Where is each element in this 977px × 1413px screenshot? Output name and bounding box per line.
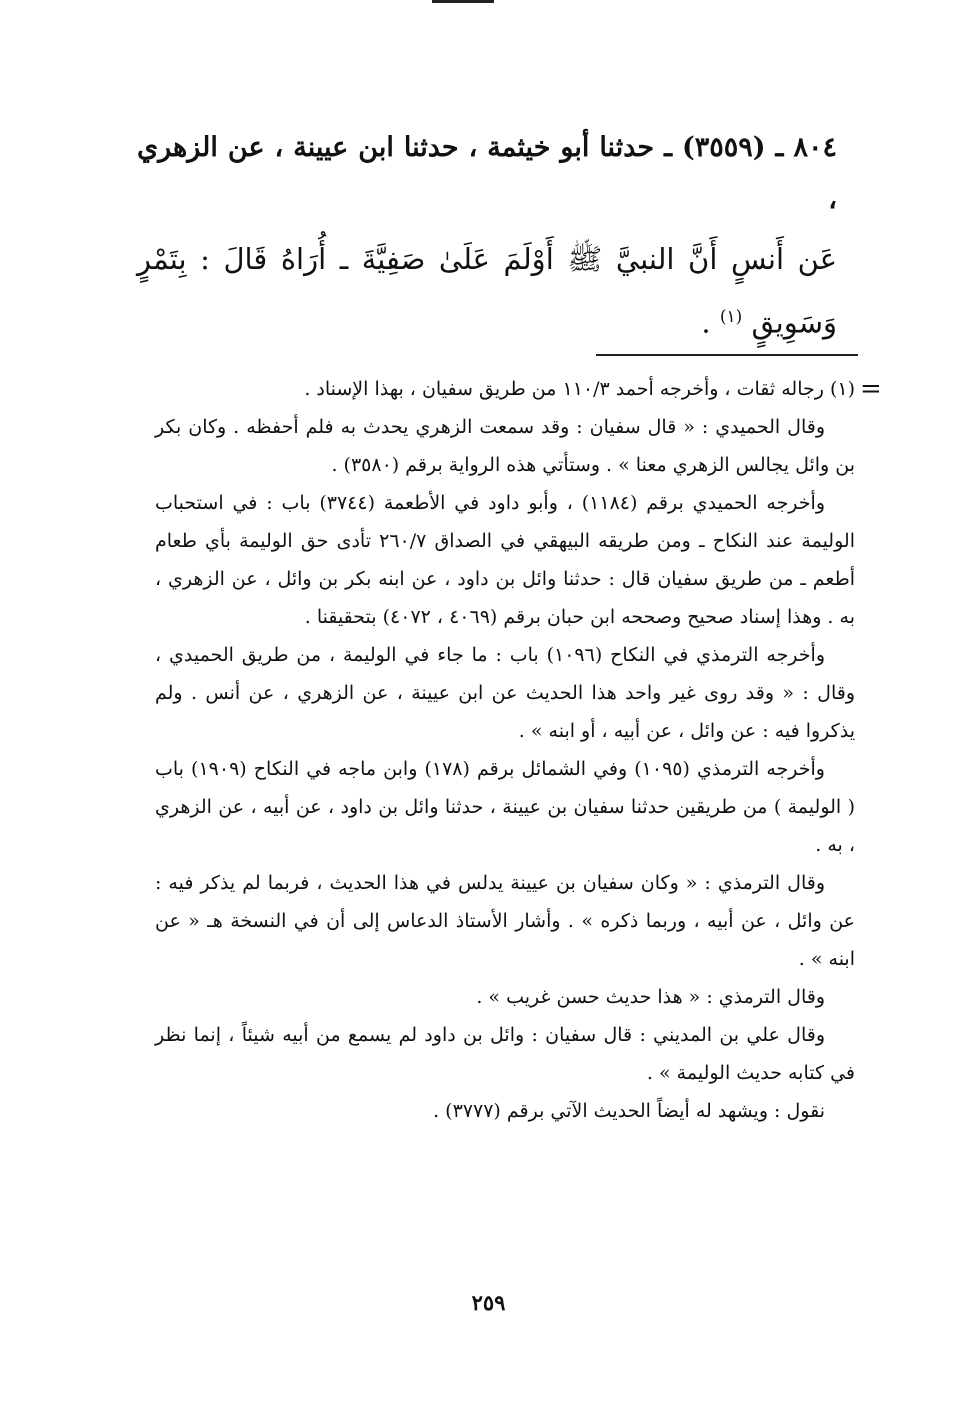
footnote-paragraph: (١) رجاله ثقات ، وأخرجه أحمد ١١٠/٣ من طريق سفيان ، بهذا الإسناد .	[304, 378, 855, 400]
page-number: ٢٥٩	[471, 1290, 506, 1315]
footnote-paragraph: وأخرجه الترمذي (١٠٩٥) وفي الشمائل برقم (١٧٨) وابن ماجه في النكاح (١٩٠٩) باب ( الوليمة ) من طريقين حدثنا سفيان بن عيينة ، حدثنا وائل بن داود ، عن أبيه ، عن الزهري ، به .	[155, 758, 855, 856]
footnote-reference: (١)	[719, 307, 743, 327]
footnote-paragraph: وقال الترمذي : « وكان سفيان بن عيينة يدلس في هذا الحديث ، فربما لم يذكر فيه : عن وائل ، عن أبيه ، وربما ذكره » . وأشار الأستاذ الدعاس إلى أن في النسخة هـ « عن ابنه » .	[155, 872, 855, 970]
hadith-isnad: ٨٠٤ ـ (٣٥٥٩) ـ حدثنا أبو خيثمة ، حدثنا ابن عيينة ، عن الزهري ،	[137, 132, 837, 215]
footnote-separator	[596, 354, 858, 356]
hadith-matn-text: عَن أَنسٍ أَنَّ النبيَّ ﷺ أَوْلَمَ عَلَىٰ صَفِيَّةَ ـ أُرَاهُ قَالَ : بِتَمْرٍ وَسَوِيقٍ	[137, 242, 837, 340]
footnote-paragraph: وأخرجه الحميدي برقم (١١٨٤) ، وأبو داود في الأطعمة (٣٧٤٤) باب : في استحباب الوليمة عند النكاح ـ ومن طريقه البيهقي في الصداق ٢٦٠/٧ تأدى حق الوليمة بأي طعام أطعم ـ من طريق سفيان قال : حدثنا وائل بن داود ، عن ابنه بكر بن وائل ، عن الزهري ، به . وهذا إسناد صحيح وصححه ابن حبان برقم (٤٠٦٩ ، ٤٠٧٢) بتحقيقنا .	[155, 492, 855, 628]
footnote-paragraph: وقال الترمذي : « هذا حديث حسن غريب » .	[476, 986, 825, 1008]
footnote-paragraph: وقال علي بن المديني : قال سفيان : وائل بن داود لم يسمع من أبيه شيئاً ، إنما نظر في كتابه حديث الوليمة » .	[155, 1024, 855, 1084]
footnote-paragraph: نقول : ويشهد له أيضاً الحديث الآتي برقم (٣٧٧٧) .	[433, 1100, 825, 1122]
continuation-marker: =	[860, 374, 882, 404]
hadith-block	[137, 122, 837, 352]
footnote-paragraph: وأخرجه الترمذي في النكاح (١٠٩٦) باب : ما جاء في الوليمة ، من طريق الحميدي ، وقال : « وقد روى غير واحد هذا الحديث عن ابن عيينة ، عن الزهري ، عن أنس . ولم يذكروا فيه : عن وائل ، عن أبيه ، أو ابنه » .	[155, 644, 855, 742]
top-rule	[432, 0, 494, 3]
hadith-matn	[137, 230, 837, 352]
hadith-end-mark: .	[701, 305, 720, 340]
footnote-paragraph: وقال الحميدي : « قال سفيان : وقد سمعت الزهري يحدث به فلم أحفظه . وكان بكر بن وائل يجالس الزهري معنا » . وستأتي هذه الرواية برقم (٣٥٨٠) .	[155, 416, 855, 476]
footnotes	[155, 370, 855, 1130]
